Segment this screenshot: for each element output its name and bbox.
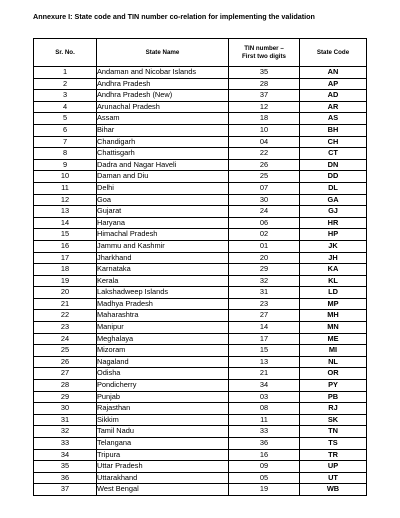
cell-state-code: MP xyxy=(300,298,367,310)
cell-sr-no: 7 xyxy=(34,136,97,148)
table-row xyxy=(34,229,367,241)
cell-state-name: Kerala xyxy=(97,275,229,287)
cell-tin-number: 13 xyxy=(229,356,300,368)
cell-sr-no: 3 xyxy=(34,90,97,102)
cell-tin-number: 10 xyxy=(229,124,300,136)
header-tin-number xyxy=(229,39,300,67)
cell-state-name: Chandigarh xyxy=(97,136,229,148)
cell-sr-no: 12 xyxy=(34,194,97,206)
cell-sr-no: 10 xyxy=(34,171,97,183)
cell-sr-no: 30 xyxy=(34,403,97,415)
cell-state-name: Manipur xyxy=(97,322,229,334)
table-row xyxy=(34,194,367,206)
cell-state-name: Haryana xyxy=(97,217,229,229)
cell-tin-number: 22 xyxy=(229,148,300,160)
cell-state-name: Dadra and Nagar Haveli xyxy=(97,159,229,171)
cell-state-code: WB xyxy=(300,484,367,496)
cell-sr-no: 18 xyxy=(34,264,97,276)
cell-state-code: TR xyxy=(300,449,367,461)
cell-state-code: LD xyxy=(300,287,367,299)
cell-tin-number: 31 xyxy=(229,287,300,299)
cell-sr-no: 25 xyxy=(34,345,97,357)
cell-state-code: CH xyxy=(300,136,367,148)
header-state-name: State Name xyxy=(97,39,229,67)
cell-state-name: Meghalaya xyxy=(97,333,229,345)
table-row xyxy=(34,182,367,194)
cell-sr-no: 8 xyxy=(34,148,97,160)
table-row xyxy=(34,403,367,415)
table-row xyxy=(34,67,367,79)
cell-state-name: Rajasthan xyxy=(97,403,229,415)
cell-state-code: MN xyxy=(300,322,367,334)
cell-state-name: Jammu and Kashmir xyxy=(97,240,229,252)
cell-tin-number: 08 xyxy=(229,403,300,415)
cell-tin-number: 09 xyxy=(229,461,300,473)
table-row xyxy=(34,438,367,450)
table-row xyxy=(34,380,367,392)
cell-state-name: Pondicherry xyxy=(97,380,229,392)
table-row xyxy=(34,264,367,276)
cell-sr-no: 33 xyxy=(34,438,97,450)
table-row xyxy=(34,252,367,264)
cell-tin-number: 28 xyxy=(229,78,300,90)
header-sr-no: Sr. No. xyxy=(34,39,97,67)
cell-state-name: Uttarakhand xyxy=(97,472,229,484)
cell-tin-number: 35 xyxy=(229,67,300,79)
cell-sr-no: 17 xyxy=(34,252,97,264)
cell-state-code: KL xyxy=(300,275,367,287)
table-row xyxy=(34,159,367,171)
cell-state-name: Delhi xyxy=(97,182,229,194)
cell-state-code: DN xyxy=(300,159,367,171)
cell-tin-number: 06 xyxy=(229,217,300,229)
cell-sr-no: 4 xyxy=(34,101,97,113)
cell-state-name: Karnataka xyxy=(97,264,229,276)
cell-state-code: MH xyxy=(300,310,367,322)
state-tin-table xyxy=(33,38,367,496)
cell-tin-number: 21 xyxy=(229,368,300,380)
cell-state-code: HP xyxy=(300,229,367,241)
cell-state-name: Maharashtra xyxy=(97,310,229,322)
table-header-row xyxy=(34,39,367,67)
table-row xyxy=(34,414,367,426)
cell-tin-number: 16 xyxy=(229,449,300,461)
cell-state-name: Arunachal Pradesh xyxy=(97,101,229,113)
table-row xyxy=(34,322,367,334)
cell-sr-no: 15 xyxy=(34,229,97,241)
table-row xyxy=(34,426,367,438)
cell-state-code: HR xyxy=(300,217,367,229)
cell-state-name: Daman and Diu xyxy=(97,171,229,183)
cell-sr-no: 24 xyxy=(34,333,97,345)
cell-state-code: AN xyxy=(300,67,367,79)
table-row xyxy=(34,287,367,299)
table-row xyxy=(34,275,367,287)
table-row xyxy=(34,333,367,345)
cell-state-code: BH xyxy=(300,124,367,136)
cell-state-name: Gujarat xyxy=(97,206,229,218)
table-row xyxy=(34,368,367,380)
cell-sr-no: 6 xyxy=(34,124,97,136)
table-header xyxy=(34,39,367,67)
cell-sr-no: 32 xyxy=(34,426,97,438)
table-row xyxy=(34,391,367,403)
table-row xyxy=(34,461,367,473)
cell-state-name: Andhra Pradesh xyxy=(97,78,229,90)
cell-state-name: Lakshadweep Islands xyxy=(97,287,229,299)
cell-tin-number: 01 xyxy=(229,240,300,252)
cell-state-code: KA xyxy=(300,264,367,276)
cell-state-name: Punjab xyxy=(97,391,229,403)
cell-sr-no: 36 xyxy=(34,472,97,484)
cell-sr-no: 37 xyxy=(34,484,97,496)
cell-sr-no: 21 xyxy=(34,298,97,310)
table-row xyxy=(34,101,367,113)
cell-sr-no: 29 xyxy=(34,391,97,403)
header-state-code: State Code xyxy=(300,39,367,67)
cell-state-code: RJ xyxy=(300,403,367,415)
table-row xyxy=(34,298,367,310)
cell-state-name: Odisha xyxy=(97,368,229,380)
cell-sr-no: 19 xyxy=(34,275,97,287)
cell-state-code: DD xyxy=(300,171,367,183)
cell-state-code: JH xyxy=(300,252,367,264)
cell-sr-no: 16 xyxy=(34,240,97,252)
cell-tin-number: 32 xyxy=(229,275,300,287)
cell-state-name: Assam xyxy=(97,113,229,125)
cell-state-code: AS xyxy=(300,113,367,125)
cell-tin-number: 33 xyxy=(229,426,300,438)
cell-sr-no: 26 xyxy=(34,356,97,368)
cell-tin-number: 04 xyxy=(229,136,300,148)
cell-state-code: GA xyxy=(300,194,367,206)
cell-sr-no: 20 xyxy=(34,287,97,299)
table-row xyxy=(34,78,367,90)
cell-state-code: DL xyxy=(300,182,367,194)
cell-sr-no: 23 xyxy=(34,322,97,334)
cell-sr-no: 11 xyxy=(34,182,97,194)
cell-state-code: AR xyxy=(300,101,367,113)
cell-tin-number: 07 xyxy=(229,182,300,194)
cell-sr-no: 31 xyxy=(34,414,97,426)
cell-sr-no: 35 xyxy=(34,461,97,473)
table-row xyxy=(34,356,367,368)
table-row xyxy=(34,240,367,252)
cell-tin-number: 14 xyxy=(229,322,300,334)
cell-state-name: Tamil Nadu xyxy=(97,426,229,438)
cell-state-name: Chattisgarh xyxy=(97,148,229,160)
cell-tin-number: 24 xyxy=(229,206,300,218)
cell-state-code: NL xyxy=(300,356,367,368)
cell-state-name: Himachal Pradesh xyxy=(97,229,229,241)
cell-tin-number: 17 xyxy=(229,333,300,345)
cell-tin-number: 03 xyxy=(229,391,300,403)
table-body xyxy=(34,67,367,496)
cell-tin-number: 30 xyxy=(229,194,300,206)
document-title: Annexure I: State code and TIN number co-relation for implementing the validation xyxy=(33,12,315,21)
cell-state-name: Andhra Pradesh (New) xyxy=(97,90,229,102)
cell-state-name: Goa xyxy=(97,194,229,206)
cell-sr-no: 9 xyxy=(34,159,97,171)
table-row xyxy=(34,310,367,322)
table-row xyxy=(34,171,367,183)
cell-tin-number: 20 xyxy=(229,252,300,264)
cell-state-code: UT xyxy=(300,472,367,484)
cell-state-name: Telangana xyxy=(97,438,229,450)
cell-tin-number: 23 xyxy=(229,298,300,310)
cell-sr-no: 13 xyxy=(34,206,97,218)
table-row xyxy=(34,217,367,229)
cell-tin-number: 27 xyxy=(229,310,300,322)
table-row xyxy=(34,90,367,102)
cell-tin-number: 02 xyxy=(229,229,300,241)
cell-tin-number: 36 xyxy=(229,438,300,450)
cell-tin-number: 26 xyxy=(229,159,300,171)
table-row xyxy=(34,136,367,148)
cell-state-code: PB xyxy=(300,391,367,403)
cell-state-name: Madhya Pradesh xyxy=(97,298,229,310)
cell-sr-no: 22 xyxy=(34,310,97,322)
cell-state-code: ME xyxy=(300,333,367,345)
cell-state-name: Uttar Pradesh xyxy=(97,461,229,473)
cell-tin-number: 25 xyxy=(229,171,300,183)
cell-state-name: Jharkhand xyxy=(97,252,229,264)
table-row xyxy=(34,472,367,484)
cell-state-name: Andaman and Nicobar Islands xyxy=(97,67,229,79)
cell-state-code: UP xyxy=(300,461,367,473)
cell-tin-number: 12 xyxy=(229,101,300,113)
cell-state-code: OR xyxy=(300,368,367,380)
table-row xyxy=(34,449,367,461)
cell-state-code: PY xyxy=(300,380,367,392)
table-row xyxy=(34,206,367,218)
cell-tin-number: 29 xyxy=(229,264,300,276)
cell-sr-no: 28 xyxy=(34,380,97,392)
cell-state-code: SK xyxy=(300,414,367,426)
cell-state-code: MI xyxy=(300,345,367,357)
table-row xyxy=(34,124,367,136)
cell-sr-no: 27 xyxy=(34,368,97,380)
table-row xyxy=(34,345,367,357)
cell-sr-no: 1 xyxy=(34,67,97,79)
cell-state-code: TS xyxy=(300,438,367,450)
cell-state-name: Nagaland xyxy=(97,356,229,368)
table-row xyxy=(34,113,367,125)
cell-state-name: Sikkim xyxy=(97,414,229,426)
cell-state-code: JK xyxy=(300,240,367,252)
cell-sr-no: 5 xyxy=(34,113,97,125)
cell-tin-number: 19 xyxy=(229,484,300,496)
cell-state-code: GJ xyxy=(300,206,367,218)
header-tin-line1: TIN number – xyxy=(244,44,284,52)
cell-state-code: AD xyxy=(300,90,367,102)
cell-state-code: CT xyxy=(300,148,367,160)
cell-tin-number: 05 xyxy=(229,472,300,484)
cell-state-name: West Bengal xyxy=(97,484,229,496)
cell-tin-number: 18 xyxy=(229,113,300,125)
cell-state-name: Bihar xyxy=(97,124,229,136)
header-tin-line2: First two digits xyxy=(242,52,286,60)
cell-state-code: AP xyxy=(300,78,367,90)
cell-sr-no: 2 xyxy=(34,78,97,90)
cell-tin-number: 37 xyxy=(229,90,300,102)
cell-state-code: TN xyxy=(300,426,367,438)
cell-state-name: Tripura xyxy=(97,449,229,461)
cell-sr-no: 14 xyxy=(34,217,97,229)
cell-state-name: Mizoram xyxy=(97,345,229,357)
cell-tin-number: 34 xyxy=(229,380,300,392)
cell-tin-number: 11 xyxy=(229,414,300,426)
table-row xyxy=(34,148,367,160)
table-row xyxy=(34,484,367,496)
cell-sr-no: 34 xyxy=(34,449,97,461)
cell-tin-number: 15 xyxy=(229,345,300,357)
